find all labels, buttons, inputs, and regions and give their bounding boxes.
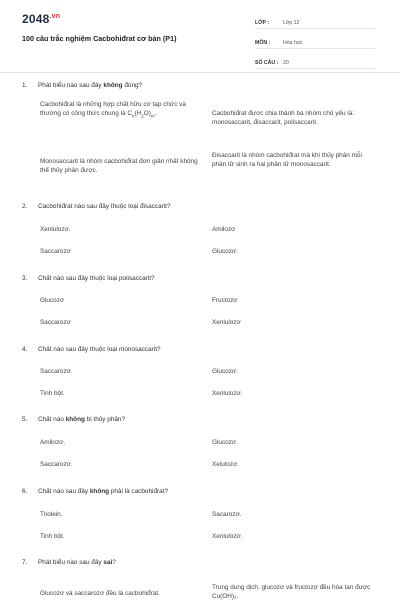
- formula-part: (: [134, 110, 137, 117]
- question-text-part: Phát biểu nào sau đây: [38, 559, 104, 566]
- option-b[interactable]: Cacbohiđrat được chia thành ba nhóm chủ yếu là: monosaccarit, đisaccarit, polisaccarit.: [212, 110, 355, 126]
- question-text: [22, 203, 171, 210]
- meta-label: MÔN :: [255, 40, 271, 46]
- question-number: 6.: [22, 488, 28, 495]
- question-emphasis: không: [103, 82, 123, 89]
- option-b[interactable]: Trung dung dịch, glucozơ và fructozơ đều hòa tan được Cu(OH)₂.: [212, 584, 371, 600]
- option-b[interactable]: Glucozơ.: [212, 368, 238, 375]
- question-number: 5.: [22, 416, 28, 423]
- logo-suffix: .vn: [49, 13, 61, 20]
- option-a[interactable]: Triolein.: [40, 511, 63, 518]
- question-text-part: Chất nào sau đây: [38, 488, 90, 495]
- option-c[interactable]: Tinh bột.: [40, 390, 65, 397]
- meta-row-subject: [255, 34, 375, 49]
- formula-sub: m: [150, 113, 155, 119]
- question-text-part: đúng?: [122, 82, 143, 89]
- question-text-part: phải là cacbohiđrat?: [109, 488, 169, 495]
- question-text-part: Chất nào sau đây thuộc loại polisaccarit?: [38, 275, 155, 282]
- question-emphasis: sai: [103, 559, 113, 566]
- formula-part: O): [143, 110, 151, 117]
- option-c[interactable]: Saccarozơ: [40, 248, 71, 255]
- option-b[interactable]: Fructozơ: [212, 297, 238, 304]
- formula-part: .: [154, 110, 157, 117]
- meta-table: [255, 14, 375, 74]
- option-a[interactable]: Saccarozơ.: [40, 368, 73, 375]
- meta-label: SỐ CÂU :: [255, 60, 279, 66]
- question-text-part: Cacbohiđrat nào sau đây thuộc loại đisaccarit?: [38, 203, 171, 210]
- option-c[interactable]: Tinh bột.: [40, 533, 65, 540]
- option-a[interactable]: Xenlulozơ.: [40, 226, 71, 233]
- option-d[interactable]: Xenlulozơ: [212, 319, 241, 326]
- question-text: [22, 346, 161, 353]
- option-d[interactable]: Đisaccarit là nhóm cacbohiđrat mà khi thủy phân mỗi phân tử sinh ra hai phân tử monosaccarit.: [212, 152, 362, 168]
- question-number: 4.: [22, 346, 28, 353]
- question-emphasis: không: [65, 416, 85, 423]
- meta-row-class: [255, 14, 375, 29]
- question-text-part: Phát biểu nào sau đây: [38, 82, 104, 89]
- meta-value: Lớp 12: [283, 20, 300, 26]
- question-text: [22, 416, 125, 423]
- option-d[interactable]: Xenlulozơ.: [212, 390, 243, 397]
- question-text: [22, 82, 142, 89]
- option-a[interactable]: [40, 100, 190, 120]
- question-emphasis: không: [89, 488, 110, 495]
- question-number: 2.: [22, 203, 28, 210]
- option-d[interactable]: Xelulozơ.: [212, 461, 239, 468]
- question-text-part: Chất nào sau đây thuộc loại monosaccarit?: [38, 346, 161, 353]
- question-text-part: ?: [112, 559, 116, 566]
- question-text: [22, 275, 155, 282]
- header: [0, 0, 400, 73]
- option-a[interactable]: Glucozơ và saccarozơ đều là cacbohiđrat.: [40, 590, 160, 597]
- meta-row-count: [255, 54, 375, 69]
- question-number: 1.: [22, 82, 28, 89]
- formula-sub: n: [131, 113, 135, 119]
- option-d[interactable]: Xenlulozơ.: [212, 533, 243, 540]
- site-logo[interactable]: [22, 12, 60, 26]
- question-text: [22, 488, 168, 495]
- meta-value: Hóa học: [283, 40, 303, 46]
- formula-sub: 2: [141, 113, 144, 119]
- question-text-part: bị thủy phân?: [84, 416, 126, 423]
- option-d[interactable]: Glucozơ.: [212, 248, 238, 255]
- question-number: 3.: [22, 275, 28, 282]
- option-text: Cacbohiđrat là những hợp chất hữu cơ tạp chức và thường có công thức chung là C: [40, 101, 186, 117]
- option-b[interactable]: Sacarozơ.: [212, 511, 242, 518]
- option-c[interactable]: Monosaccarit là nhóm cacbohiđrat đơn giản nhất không thể thủy phân được.: [40, 158, 198, 174]
- option-a[interactable]: Glucozơ: [40, 297, 65, 304]
- question-text: [22, 559, 116, 566]
- option-c[interactable]: Saccarozơ: [40, 319, 71, 326]
- meta-value: 20: [283, 60, 289, 66]
- document-title: 100 câu trắc nghiệm Cacbohiđrat cơ bản (P1): [22, 34, 177, 43]
- option-b[interactable]: Glucozơ.: [212, 439, 238, 446]
- option-b[interactable]: Amilozơ: [212, 226, 236, 233]
- meta-label: LỚP :: [255, 20, 270, 26]
- question-number: 7.: [22, 559, 28, 566]
- option-c[interactable]: Saccarozơ.: [40, 461, 73, 468]
- question-text-part: Chất nào: [38, 416, 66, 423]
- logo-text: 2048: [22, 12, 50, 26]
- formula-part: H: [136, 110, 142, 117]
- option-a[interactable]: Amilozơ.: [40, 439, 66, 446]
